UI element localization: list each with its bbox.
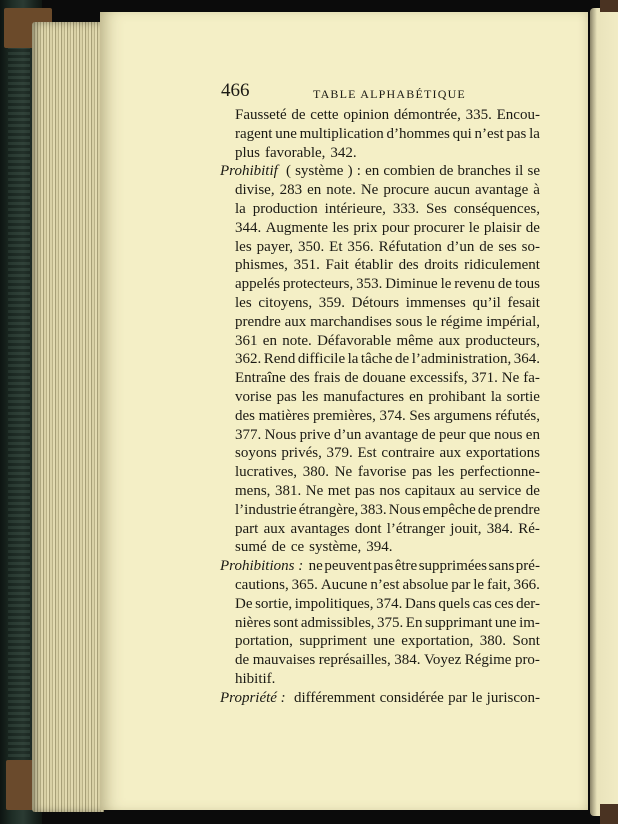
text-line: les citoyens, 359. Détours immenses qu’il fesait [235, 294, 540, 311]
page-number: 466 [221, 80, 250, 101]
text-line: 362. Rend difficile la tâche de l’administration, 364. [235, 351, 540, 368]
text-line: ragent une multiplication d’hommes qui n’est pas la [235, 125, 540, 142]
text-line: nières sont admissibles, 375. En supprimant une im- [235, 614, 540, 631]
text-line: vorise pas les manufactures en prohibant la sortie [235, 388, 540, 405]
text-line: De sortie, impolitiques, 374. Dans quels cas ces der- [235, 595, 540, 612]
index-entry-line: Prohibitif ( système ) : en combien de branches il se [220, 163, 540, 180]
text-line: 377. Nous prive d’un avantage de peur que nous en [235, 426, 540, 443]
text-line: l’industrie étrangère, 383. Nous empêche de prendre [235, 501, 540, 518]
entry-headword: Prohibitions : [220, 558, 304, 575]
text-line: part aux avantages dont l’étranger jouit, 384. Ré- [235, 520, 540, 537]
text-line: appelés protecteurs, 353. Diminue le revenu de tous [235, 276, 540, 293]
index-text-block [220, 106, 540, 708]
page-edges [32, 22, 104, 812]
text-line: des matières premières, 374. Ses argumens réfutés, [235, 407, 540, 424]
text-line: phismes, 351. Fait établir des droits ridiculement [235, 257, 540, 274]
text-line: portation, suppriment une exportation, 380. Sont [235, 633, 540, 650]
text-line: la production intérieure, 333. Ses conséquences, [235, 200, 540, 217]
cover-corner-top-right [600, 0, 618, 12]
text-line: Fausseté de cette opinion démontrée, 335. Encou- [235, 107, 540, 123]
text-line: prendre aux marchandises sous le régime impérial, [235, 313, 540, 330]
text-line: lucratives, 380. Ne favorise pas les perfectionne- [235, 464, 540, 481]
text-line: divise, 283 en note. Ne procure aucun avantage à [235, 182, 540, 199]
text-line: soyons privés, 379. Est contraire aux exportations [235, 445, 540, 462]
text-line: plus favorable, 342. [235, 144, 357, 161]
text-line: mens, 381. Ne met pas nos capitaux au service de [235, 482, 540, 499]
text-line: 344. Augmente les prix pour procurer le plaisir de [235, 219, 540, 236]
running-head: TABLE ALPHABÉTIQUE [313, 87, 466, 101]
entry-headword: Propriété : [220, 689, 286, 706]
entry-headword: Prohibitif [220, 163, 278, 180]
text-line: cautions, 365. Aucune n’est absolue par le fait, 366. [235, 576, 540, 593]
index-entry-line: Prohibitions : ne peuvent pas être supprimées sans pré- [220, 558, 540, 575]
text-line: sumé de ce système, 394. [235, 539, 393, 556]
index-entry-line: Propriété : différemment considérée par le juriscon- [220, 689, 540, 706]
text-line: les payer, 350. Et 356. Réfutation d’un de ses so- [235, 238, 540, 255]
text-line: Entraîne des frais de douane excessifs, 371. Ne fa- [235, 370, 540, 387]
cover-corner-bottom-right [600, 804, 618, 824]
text-line: 361 en note. Défavorable même aux producteurs, [235, 332, 540, 349]
facing-page-edge [590, 8, 618, 816]
text-line: de mauvaises représailles, 384. Voyez Régime pro- [235, 652, 540, 669]
text-line: hibitif. [235, 670, 276, 687]
